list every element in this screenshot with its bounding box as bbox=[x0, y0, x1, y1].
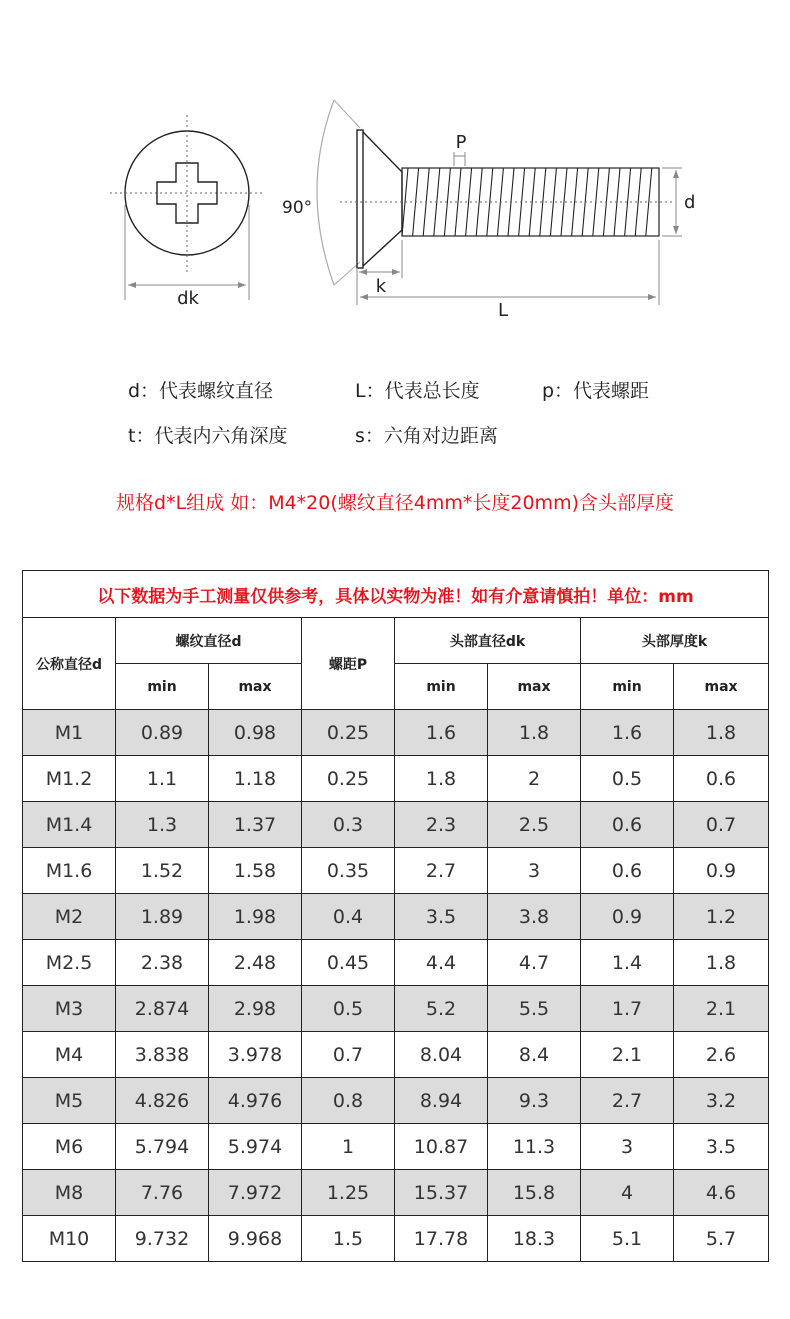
header-head-dia: 头部直径dk bbox=[395, 618, 581, 664]
table-cell: 2.5 bbox=[488, 802, 581, 848]
table-cell: 0.9 bbox=[581, 894, 674, 940]
table-cell: 8.04 bbox=[395, 1032, 488, 1078]
screw-diagram bbox=[0, 0, 790, 340]
table-cell: 17.78 bbox=[395, 1216, 488, 1262]
subheader-max: max bbox=[674, 664, 769, 710]
table-cell: 1.8 bbox=[395, 756, 488, 802]
dk-label: dk bbox=[177, 288, 199, 309]
legend-item-L: L：代表总长度 bbox=[355, 380, 480, 402]
table-cell: 3.5 bbox=[674, 1124, 769, 1170]
header-pitch: 螺距P bbox=[302, 618, 395, 710]
table-cell: 0.5 bbox=[581, 756, 674, 802]
table-row bbox=[23, 710, 769, 756]
table-cell: 0.6 bbox=[581, 802, 674, 848]
table-cell: 0.6 bbox=[581, 848, 674, 894]
table-cell: 1.89 bbox=[116, 894, 209, 940]
table-cell: 1.5 bbox=[302, 1216, 395, 1262]
table-cell: 1.25 bbox=[302, 1170, 395, 1216]
table-cell: 3 bbox=[581, 1124, 674, 1170]
table-cell: 0.4 bbox=[302, 894, 395, 940]
table-cell-size: M1 bbox=[23, 710, 116, 756]
header-thread: 螺纹直径d bbox=[116, 618, 302, 664]
angle-label: 90° bbox=[282, 198, 313, 218]
table-row bbox=[23, 1170, 769, 1216]
table-cell: 2.7 bbox=[581, 1078, 674, 1124]
table-cell: 5.794 bbox=[116, 1124, 209, 1170]
table-cell: 3 bbox=[488, 848, 581, 894]
table-row bbox=[23, 1124, 769, 1170]
table-cell: 0.89 bbox=[116, 710, 209, 756]
table-cell: 4.976 bbox=[209, 1078, 302, 1124]
table-cell-size: M10 bbox=[23, 1216, 116, 1262]
table-cell: 3.978 bbox=[209, 1032, 302, 1078]
subheader-max: max bbox=[488, 664, 581, 710]
table-cell-size: M1.6 bbox=[23, 848, 116, 894]
table-cell: 4.826 bbox=[116, 1078, 209, 1124]
table-cell: 4.6 bbox=[674, 1170, 769, 1216]
table-cell: 2.1 bbox=[674, 986, 769, 1032]
table-cell: 2.1 bbox=[581, 1032, 674, 1078]
d-label: d bbox=[684, 192, 696, 213]
table-cell: 3.5 bbox=[395, 894, 488, 940]
table-cell: 5.2 bbox=[395, 986, 488, 1032]
table-cell: 15.37 bbox=[395, 1170, 488, 1216]
table-cell: 4.4 bbox=[395, 940, 488, 986]
table-cell: 1.18 bbox=[209, 756, 302, 802]
table-row bbox=[23, 986, 769, 1032]
table-cell: 15.8 bbox=[488, 1170, 581, 1216]
table-cell-size: M1.4 bbox=[23, 802, 116, 848]
table-cell-size: M8 bbox=[23, 1170, 116, 1216]
table-cell: 0.5 bbox=[302, 986, 395, 1032]
table-row bbox=[23, 1216, 769, 1262]
table-cell: 4 bbox=[581, 1170, 674, 1216]
subheader-min: min bbox=[581, 664, 674, 710]
table-cell: 0.45 bbox=[302, 940, 395, 986]
table-cell: 1.52 bbox=[116, 848, 209, 894]
table-row bbox=[23, 894, 769, 940]
subheader-max: max bbox=[209, 664, 302, 710]
L-label: L bbox=[497, 300, 509, 321]
table-cell: 5.974 bbox=[209, 1124, 302, 1170]
table-cell: 2.38 bbox=[116, 940, 209, 986]
table-cell: 9.3 bbox=[488, 1078, 581, 1124]
table-cell: 9.732 bbox=[116, 1216, 209, 1262]
table-cell: 1.8 bbox=[674, 710, 769, 756]
table-cell: 0.98 bbox=[209, 710, 302, 756]
table-cell: 1.98 bbox=[209, 894, 302, 940]
table-cell: 0.25 bbox=[302, 756, 395, 802]
spec-note: 规格d*L组成 如：M4*20(螺纹直径4mm*长度20mm)含头部厚度 bbox=[116, 492, 674, 514]
table-cell-size: M3 bbox=[23, 986, 116, 1032]
table-cell-size: M2.5 bbox=[23, 940, 116, 986]
table-cell: 0.7 bbox=[674, 802, 769, 848]
legend-item-p: p：代表螺距 bbox=[542, 380, 650, 402]
header-head-thick: 头部厚度k bbox=[581, 618, 769, 664]
table-row bbox=[23, 756, 769, 802]
table-cell: 9.968 bbox=[209, 1216, 302, 1262]
table-cell: 8.4 bbox=[488, 1032, 581, 1078]
legend-item-s: s：六角对边距离 bbox=[355, 425, 498, 447]
table-row bbox=[23, 848, 769, 894]
pitch-label: P bbox=[455, 132, 467, 153]
table-cell-size: M2 bbox=[23, 894, 116, 940]
table-cell: 0.35 bbox=[302, 848, 395, 894]
spec-table bbox=[22, 570, 768, 1262]
table-cell-size: M1.2 bbox=[23, 756, 116, 802]
table-cell-size: M6 bbox=[23, 1124, 116, 1170]
table-cell: 11.3 bbox=[488, 1124, 581, 1170]
table-cell: 2 bbox=[488, 756, 581, 802]
table-cell: 1.6 bbox=[581, 710, 674, 756]
table-cell: 1.58 bbox=[209, 848, 302, 894]
table-cell: 7.76 bbox=[116, 1170, 209, 1216]
table-cell: 8.94 bbox=[395, 1078, 488, 1124]
table-row bbox=[23, 802, 769, 848]
table-cell: 1.8 bbox=[488, 710, 581, 756]
table-cell: 0.25 bbox=[302, 710, 395, 756]
table-notice: 以下数据为手工测量仅供参考，具体以实物为准！如有介意请慎拍！单位：mm bbox=[23, 571, 769, 618]
table-cell: 5.1 bbox=[581, 1216, 674, 1262]
table-cell: 18.3 bbox=[488, 1216, 581, 1262]
table-cell: 1.3 bbox=[116, 802, 209, 848]
subheader-min: min bbox=[395, 664, 488, 710]
table-cell: 5.7 bbox=[674, 1216, 769, 1262]
table-cell: 1.4 bbox=[581, 940, 674, 986]
table-cell: 1 bbox=[302, 1124, 395, 1170]
table-cell: 0.6 bbox=[674, 756, 769, 802]
table-row bbox=[23, 1032, 769, 1078]
table-cell: 1.7 bbox=[581, 986, 674, 1032]
table-cell: 4.7 bbox=[488, 940, 581, 986]
table-cell: 2.98 bbox=[209, 986, 302, 1032]
table-cell: 1.2 bbox=[674, 894, 769, 940]
table-cell-size: M5 bbox=[23, 1078, 116, 1124]
k-label: k bbox=[375, 276, 387, 297]
table-cell-size: M4 bbox=[23, 1032, 116, 1078]
table-cell: 1.1 bbox=[116, 756, 209, 802]
table-cell: 10.87 bbox=[395, 1124, 488, 1170]
table-cell: 2.3 bbox=[395, 802, 488, 848]
head-top-view bbox=[110, 115, 265, 309]
table-cell: 2.874 bbox=[116, 986, 209, 1032]
table-cell: 0.8 bbox=[302, 1078, 395, 1124]
subheader-min: min bbox=[116, 664, 209, 710]
table-cell: 5.5 bbox=[488, 986, 581, 1032]
table-cell: 1.37 bbox=[209, 802, 302, 848]
table-cell: 7.972 bbox=[209, 1170, 302, 1216]
table-cell: 3.2 bbox=[674, 1078, 769, 1124]
table-cell: 2.6 bbox=[674, 1032, 769, 1078]
table-row bbox=[23, 1078, 769, 1124]
table-cell: 2.48 bbox=[209, 940, 302, 986]
table-cell: 3.8 bbox=[488, 894, 581, 940]
table-cell: 1.8 bbox=[674, 940, 769, 986]
table-cell: 0.7 bbox=[302, 1032, 395, 1078]
table-row bbox=[23, 940, 769, 986]
legend-item-d: d：代表螺纹直径 bbox=[128, 380, 274, 402]
table-cell: 2.7 bbox=[395, 848, 488, 894]
table-cell: 1.6 bbox=[395, 710, 488, 756]
screw-side-view bbox=[282, 100, 695, 321]
header-nominal: 公称直径d bbox=[23, 618, 116, 710]
legend-item-t: t：代表内六角深度 bbox=[128, 425, 288, 447]
table-cell: 0.9 bbox=[674, 848, 769, 894]
table-cell: 3.838 bbox=[116, 1032, 209, 1078]
table-cell: 0.3 bbox=[302, 802, 395, 848]
